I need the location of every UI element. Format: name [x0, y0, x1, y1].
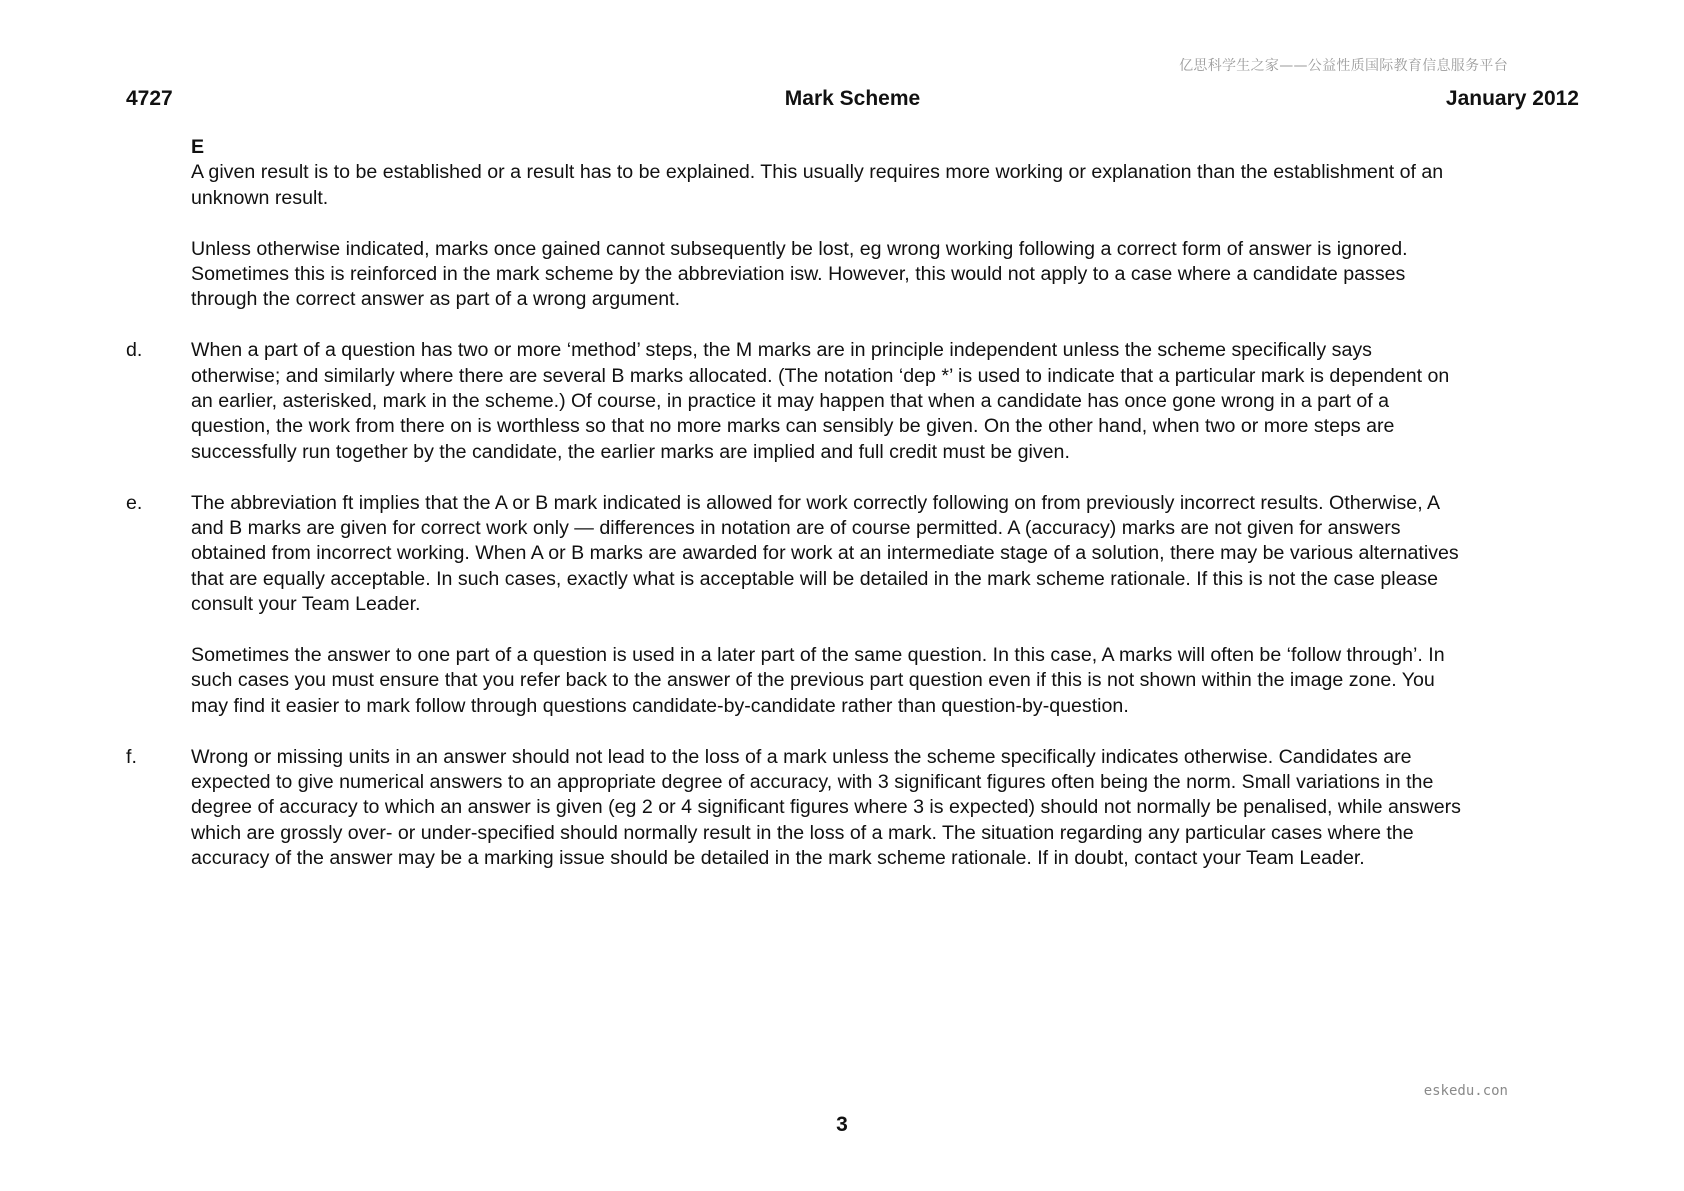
item-label: e.	[126, 491, 143, 514]
page-number: 3	[836, 1113, 848, 1136]
section-e-text: A given result is to be established or a result has to be explained. This usually requires more working or explanation than the establishment of an unknown result.	[191, 161, 1444, 209]
item-paragraph: When a part of a question has two or more ‘method’ steps, the M marks are in principle independent unless the scheme specifically says otherwise; and similarly where there are several B marks allocated. (The notation ‘dep *’ is used to indicate that a particular mark is dependent on an earlier, asterisked, mark in the scheme.) Of course, in practice it may happen that when a candidate has once gone wrong in a part of a question, the work from there on is worthless so that no more marks can sensibly be given. On the other hand, when two or more steps are successfully run together by the candidate, the earlier marks are implied and full credit must be given.	[191, 339, 1450, 463]
item-label: d.	[126, 339, 143, 362]
item-paragraph: Sometimes the answer to one part of a question is used in a later part of the same question. In this case, A marks will often be ‘follow through’. In such cases you must ensure that you refer back to the answer of the previous part question even if this is not shown within the image zone. You may find it easier to mark follow through questions candidate-by-candidate rather than question-by-question.	[191, 644, 1445, 717]
item-e-followthrough	[126, 643, 1466, 719]
item-paragraph: Wrong or missing units in an answer should not lead to the loss of a mark unless the scheme specifically indicates otherwise. Candidates are expected to give numerical answers to an appropriate degree of accuracy, with 3 significant figures often being the norm. Small variations in the degree of accuracy to which an answer is given (eg 2 or 4 significant figures where 3 is expected) should not normally be penalised, while answers which are grossly over- or under-specified should normally result in the loss of a mark. The situation regarding any particular cases where the accuracy of the answer may be a marking issue should be detailed in the mark scheme rationale. If in doubt, contact your Team Leader.	[191, 745, 1461, 870]
item-paragraph: The abbreviation ft implies that the A or B mark indicated is allowed for work correctly following on from previously incorrect results. Otherwise, A and B marks are given for correct work only — differences in notation are of course permitted. A (accuracy) marks are not given for answers obtained from incorrect working. When A or B marks are awarded for work at an intermediate stage of a solution, there may be various alternatives that are equally acceptable. In such cases, exactly what is acceptable will be detailed in the mark scheme rationale. If this is not the case please consult your Team Leader.	[191, 491, 1459, 616]
section-e-letter: E	[191, 136, 205, 158]
item-f	[126, 745, 1466, 872]
item-e	[126, 491, 1466, 618]
document-body	[126, 135, 1466, 897]
section-e	[126, 135, 1466, 211]
watermark-bottom-text: eskedu.con	[1423, 1083, 1508, 1099]
page-title: Mark Scheme	[784, 87, 921, 110]
paragraph-isw: Unless otherwise indicated, marks once gained cannot subsequently be lost, eg wrong working following a correct form of answer is ignored. Sometimes this is reinforced in the mark scheme by the abbreviation isw. However, this would not apply to a case where a candidate passes through the correct answer as part of a wrong argument.	[191, 237, 1408, 311]
exam-date: January 2012	[1445, 87, 1579, 110]
item-d	[126, 338, 1466, 465]
paragraph-isw-block	[126, 237, 1466, 313]
watermark-top-text: 亿思科学生之家——公益性质国际教育信息服务平台	[1179, 58, 1508, 74]
item-label: f.	[126, 745, 137, 768]
paper-code: 4727	[126, 87, 173, 110]
page-header	[126, 87, 1579, 113]
